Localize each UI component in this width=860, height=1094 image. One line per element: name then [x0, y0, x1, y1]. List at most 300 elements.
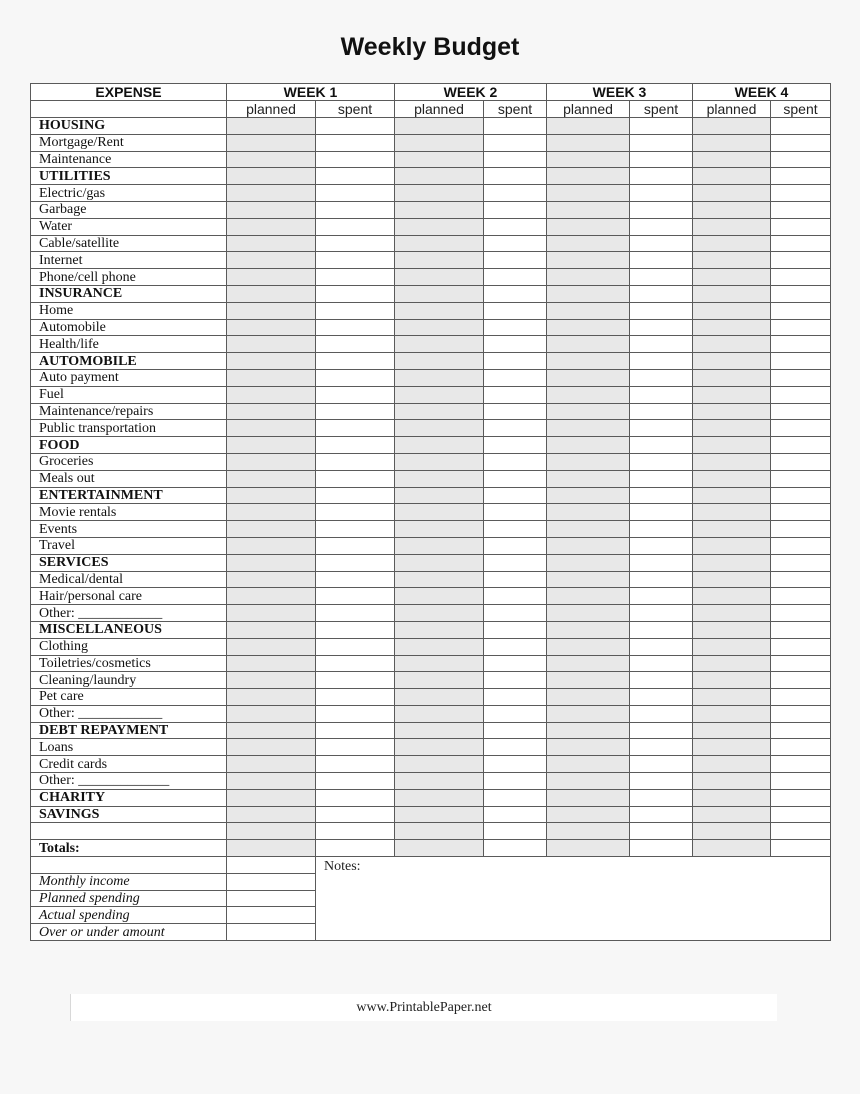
- planned-cell[interactable]: [547, 672, 630, 689]
- spent-cell[interactable]: [630, 319, 693, 336]
- spent-cell[interactable]: [316, 336, 395, 353]
- planned-cell[interactable]: [395, 235, 484, 252]
- planned-cell[interactable]: [227, 134, 316, 151]
- planned-cell[interactable]: [547, 689, 630, 706]
- planned-cell[interactable]: [395, 487, 484, 504]
- planned-cell[interactable]: [395, 655, 484, 672]
- spent-cell[interactable]: [630, 571, 693, 588]
- planned-cell[interactable]: [395, 554, 484, 571]
- planned-cell[interactable]: [693, 218, 771, 235]
- spent-cell[interactable]: [484, 185, 547, 202]
- planned-cell[interactable]: [547, 168, 630, 185]
- summary-value-cell[interactable]: [227, 857, 316, 874]
- planned-cell[interactable]: [395, 739, 484, 756]
- planned-cell[interactable]: [693, 353, 771, 370]
- planned-cell[interactable]: [693, 487, 771, 504]
- spent-cell[interactable]: [484, 840, 547, 857]
- spent-cell[interactable]: [771, 756, 831, 773]
- spent-cell[interactable]: [316, 840, 395, 857]
- spent-cell[interactable]: [484, 705, 547, 722]
- spent-cell[interactable]: [771, 403, 831, 420]
- planned-cell[interactable]: [693, 235, 771, 252]
- spent-cell[interactable]: [316, 773, 395, 790]
- planned-cell[interactable]: [227, 487, 316, 504]
- planned-cell[interactable]: [227, 453, 316, 470]
- spent-cell[interactable]: [484, 369, 547, 386]
- spent-cell[interactable]: [316, 588, 395, 605]
- spent-cell[interactable]: [316, 806, 395, 823]
- spent-cell[interactable]: [316, 185, 395, 202]
- summary-value-cell[interactable]: [227, 907, 316, 924]
- spent-cell[interactable]: [771, 571, 831, 588]
- planned-cell[interactable]: [395, 437, 484, 454]
- planned-cell[interactable]: [227, 470, 316, 487]
- spent-cell[interactable]: [771, 840, 831, 857]
- planned-cell[interactable]: [395, 269, 484, 286]
- planned-cell[interactable]: [693, 638, 771, 655]
- spent-cell[interactable]: [316, 504, 395, 521]
- spent-cell[interactable]: [484, 521, 547, 538]
- planned-cell[interactable]: [547, 336, 630, 353]
- planned-cell[interactable]: [227, 705, 316, 722]
- spent-cell[interactable]: [630, 537, 693, 554]
- spent-cell[interactable]: [771, 605, 831, 622]
- spent-cell[interactable]: [630, 185, 693, 202]
- spent-cell[interactable]: [630, 773, 693, 790]
- spent-cell[interactable]: [771, 319, 831, 336]
- planned-cell[interactable]: [693, 605, 771, 622]
- planned-cell[interactable]: [395, 420, 484, 437]
- planned-cell[interactable]: [547, 134, 630, 151]
- spent-cell[interactable]: [316, 437, 395, 454]
- spent-cell[interactable]: [484, 118, 547, 135]
- spent-cell[interactable]: [316, 537, 395, 554]
- planned-cell[interactable]: [693, 470, 771, 487]
- planned-cell[interactable]: [547, 840, 630, 857]
- planned-cell[interactable]: [227, 437, 316, 454]
- spent-cell[interactable]: [316, 403, 395, 420]
- planned-cell[interactable]: [547, 789, 630, 806]
- spent-cell[interactable]: [484, 806, 547, 823]
- planned-cell[interactable]: [693, 823, 771, 840]
- spent-cell[interactable]: [316, 554, 395, 571]
- spent-cell[interactable]: [484, 201, 547, 218]
- planned-cell[interactable]: [395, 638, 484, 655]
- planned-cell[interactable]: [547, 605, 630, 622]
- planned-cell[interactable]: [395, 201, 484, 218]
- planned-cell[interactable]: [693, 840, 771, 857]
- spent-cell[interactable]: [484, 235, 547, 252]
- spent-cell[interactable]: [630, 689, 693, 706]
- spent-cell[interactable]: [630, 672, 693, 689]
- planned-cell[interactable]: [395, 369, 484, 386]
- planned-cell[interactable]: [693, 537, 771, 554]
- planned-cell[interactable]: [547, 756, 630, 773]
- planned-cell[interactable]: [227, 403, 316, 420]
- spent-cell[interactable]: [771, 353, 831, 370]
- spent-cell[interactable]: [771, 302, 831, 319]
- spent-cell[interactable]: [630, 151, 693, 168]
- spent-cell[interactable]: [630, 386, 693, 403]
- spent-cell[interactable]: [316, 571, 395, 588]
- spent-cell[interactable]: [484, 151, 547, 168]
- planned-cell[interactable]: [693, 773, 771, 790]
- spent-cell[interactable]: [316, 487, 395, 504]
- spent-cell[interactable]: [771, 118, 831, 135]
- planned-cell[interactable]: [547, 823, 630, 840]
- planned-cell[interactable]: [693, 571, 771, 588]
- spent-cell[interactable]: [630, 789, 693, 806]
- planned-cell[interactable]: [693, 201, 771, 218]
- planned-cell[interactable]: [395, 504, 484, 521]
- planned-cell[interactable]: [227, 269, 316, 286]
- spent-cell[interactable]: [484, 487, 547, 504]
- spent-cell[interactable]: [771, 655, 831, 672]
- spent-cell[interactable]: [630, 554, 693, 571]
- spent-cell[interactable]: [630, 285, 693, 302]
- planned-cell[interactable]: [547, 403, 630, 420]
- spent-cell[interactable]: [771, 554, 831, 571]
- planned-cell[interactable]: [547, 302, 630, 319]
- planned-cell[interactable]: [693, 621, 771, 638]
- planned-cell[interactable]: [693, 319, 771, 336]
- spent-cell[interactable]: [316, 672, 395, 689]
- planned-cell[interactable]: [693, 521, 771, 538]
- planned-cell[interactable]: [547, 235, 630, 252]
- planned-cell[interactable]: [693, 118, 771, 135]
- planned-cell[interactable]: [227, 285, 316, 302]
- spent-cell[interactable]: [484, 722, 547, 739]
- planned-cell[interactable]: [547, 487, 630, 504]
- planned-cell[interactable]: [395, 336, 484, 353]
- spent-cell[interactable]: [316, 722, 395, 739]
- planned-cell[interactable]: [547, 537, 630, 554]
- planned-cell[interactable]: [693, 269, 771, 286]
- planned-cell[interactable]: [227, 756, 316, 773]
- spent-cell[interactable]: [630, 655, 693, 672]
- spent-cell[interactable]: [316, 235, 395, 252]
- spent-cell[interactable]: [484, 386, 547, 403]
- planned-cell[interactable]: [395, 705, 484, 722]
- spent-cell[interactable]: [316, 134, 395, 151]
- spent-cell[interactable]: [630, 621, 693, 638]
- spent-cell[interactable]: [316, 823, 395, 840]
- spent-cell[interactable]: [630, 739, 693, 756]
- spent-cell[interactable]: [630, 218, 693, 235]
- spent-cell[interactable]: [771, 252, 831, 269]
- summary-value-cell[interactable]: [227, 890, 316, 907]
- spent-cell[interactable]: [630, 470, 693, 487]
- planned-cell[interactable]: [227, 353, 316, 370]
- planned-cell[interactable]: [547, 588, 630, 605]
- spent-cell[interactable]: [316, 151, 395, 168]
- planned-cell[interactable]: [227, 840, 316, 857]
- spent-cell[interactable]: [316, 689, 395, 706]
- spent-cell[interactable]: [771, 705, 831, 722]
- spent-cell[interactable]: [484, 403, 547, 420]
- planned-cell[interactable]: [693, 705, 771, 722]
- spent-cell[interactable]: [484, 655, 547, 672]
- spent-cell[interactable]: [630, 722, 693, 739]
- planned-cell[interactable]: [547, 353, 630, 370]
- spent-cell[interactable]: [630, 353, 693, 370]
- planned-cell[interactable]: [547, 319, 630, 336]
- spent-cell[interactable]: [484, 504, 547, 521]
- spent-cell[interactable]: [484, 672, 547, 689]
- spent-cell[interactable]: [771, 201, 831, 218]
- planned-cell[interactable]: [547, 554, 630, 571]
- spent-cell[interactable]: [771, 806, 831, 823]
- planned-cell[interactable]: [693, 655, 771, 672]
- spent-cell[interactable]: [316, 420, 395, 437]
- spent-cell[interactable]: [771, 453, 831, 470]
- planned-cell[interactable]: [227, 605, 316, 622]
- spent-cell[interactable]: [484, 319, 547, 336]
- spent-cell[interactable]: [484, 537, 547, 554]
- spent-cell[interactable]: [484, 252, 547, 269]
- spent-cell[interactable]: [484, 739, 547, 756]
- planned-cell[interactable]: [693, 252, 771, 269]
- spent-cell[interactable]: [771, 672, 831, 689]
- planned-cell[interactable]: [227, 420, 316, 437]
- spent-cell[interactable]: [630, 302, 693, 319]
- planned-cell[interactable]: [395, 403, 484, 420]
- spent-cell[interactable]: [484, 453, 547, 470]
- spent-cell[interactable]: [316, 705, 395, 722]
- summary-value-cell[interactable]: [227, 924, 316, 941]
- planned-cell[interactable]: [227, 554, 316, 571]
- spent-cell[interactable]: [771, 134, 831, 151]
- planned-cell[interactable]: [395, 134, 484, 151]
- planned-cell[interactable]: [227, 571, 316, 588]
- planned-cell[interactable]: [693, 806, 771, 823]
- spent-cell[interactable]: [484, 789, 547, 806]
- planned-cell[interactable]: [547, 437, 630, 454]
- spent-cell[interactable]: [630, 605, 693, 622]
- spent-cell[interactable]: [630, 453, 693, 470]
- planned-cell[interactable]: [227, 638, 316, 655]
- spent-cell[interactable]: [630, 521, 693, 538]
- spent-cell[interactable]: [630, 756, 693, 773]
- spent-cell[interactable]: [316, 168, 395, 185]
- planned-cell[interactable]: [227, 118, 316, 135]
- spent-cell[interactable]: [771, 269, 831, 286]
- spent-cell[interactable]: [316, 470, 395, 487]
- planned-cell[interactable]: [547, 151, 630, 168]
- planned-cell[interactable]: [227, 235, 316, 252]
- planned-cell[interactable]: [395, 470, 484, 487]
- planned-cell[interactable]: [227, 185, 316, 202]
- spent-cell[interactable]: [484, 588, 547, 605]
- planned-cell[interactable]: [547, 722, 630, 739]
- planned-cell[interactable]: [547, 420, 630, 437]
- spent-cell[interactable]: [316, 621, 395, 638]
- planned-cell[interactable]: [547, 386, 630, 403]
- spent-cell[interactable]: [771, 235, 831, 252]
- planned-cell[interactable]: [227, 369, 316, 386]
- planned-cell[interactable]: [395, 453, 484, 470]
- planned-cell[interactable]: [227, 655, 316, 672]
- planned-cell[interactable]: [227, 336, 316, 353]
- planned-cell[interactable]: [547, 571, 630, 588]
- spent-cell[interactable]: [771, 537, 831, 554]
- planned-cell[interactable]: [395, 840, 484, 857]
- planned-cell[interactable]: [227, 789, 316, 806]
- spent-cell[interactable]: [630, 437, 693, 454]
- planned-cell[interactable]: [395, 218, 484, 235]
- summary-value-cell[interactable]: [227, 873, 316, 890]
- planned-cell[interactable]: [227, 739, 316, 756]
- planned-cell[interactable]: [693, 672, 771, 689]
- spent-cell[interactable]: [484, 336, 547, 353]
- planned-cell[interactable]: [395, 789, 484, 806]
- planned-cell[interactable]: [227, 201, 316, 218]
- planned-cell[interactable]: [395, 285, 484, 302]
- planned-cell[interactable]: [395, 773, 484, 790]
- planned-cell[interactable]: [395, 252, 484, 269]
- spent-cell[interactable]: [771, 420, 831, 437]
- planned-cell[interactable]: [693, 722, 771, 739]
- planned-cell[interactable]: [693, 789, 771, 806]
- spent-cell[interactable]: [484, 302, 547, 319]
- planned-cell[interactable]: [693, 151, 771, 168]
- planned-cell[interactable]: [693, 689, 771, 706]
- spent-cell[interactable]: [771, 789, 831, 806]
- planned-cell[interactable]: [395, 151, 484, 168]
- spent-cell[interactable]: [484, 638, 547, 655]
- planned-cell[interactable]: [547, 185, 630, 202]
- spent-cell[interactable]: [630, 806, 693, 823]
- spent-cell[interactable]: [771, 151, 831, 168]
- planned-cell[interactable]: [693, 134, 771, 151]
- spent-cell[interactable]: [316, 319, 395, 336]
- planned-cell[interactable]: [693, 453, 771, 470]
- planned-cell[interactable]: [395, 386, 484, 403]
- planned-cell[interactable]: [395, 118, 484, 135]
- planned-cell[interactable]: [395, 756, 484, 773]
- planned-cell[interactable]: [227, 672, 316, 689]
- spent-cell[interactable]: [771, 285, 831, 302]
- planned-cell[interactable]: [547, 705, 630, 722]
- planned-cell[interactable]: [395, 689, 484, 706]
- planned-cell[interactable]: [547, 806, 630, 823]
- planned-cell[interactable]: [547, 218, 630, 235]
- planned-cell[interactable]: [547, 252, 630, 269]
- planned-cell[interactable]: [693, 756, 771, 773]
- spent-cell[interactable]: [316, 353, 395, 370]
- planned-cell[interactable]: [693, 369, 771, 386]
- planned-cell[interactable]: [693, 420, 771, 437]
- planned-cell[interactable]: [547, 285, 630, 302]
- spent-cell[interactable]: [484, 134, 547, 151]
- spent-cell[interactable]: [630, 269, 693, 286]
- planned-cell[interactable]: [547, 470, 630, 487]
- spent-cell[interactable]: [630, 487, 693, 504]
- planned-cell[interactable]: [395, 185, 484, 202]
- planned-cell[interactable]: [547, 739, 630, 756]
- spent-cell[interactable]: [771, 487, 831, 504]
- spent-cell[interactable]: [316, 789, 395, 806]
- planned-cell[interactable]: [395, 353, 484, 370]
- planned-cell[interactable]: [693, 403, 771, 420]
- spent-cell[interactable]: [484, 353, 547, 370]
- spent-cell[interactable]: [316, 201, 395, 218]
- planned-cell[interactable]: [693, 386, 771, 403]
- spent-cell[interactable]: [484, 773, 547, 790]
- spent-cell[interactable]: [771, 386, 831, 403]
- planned-cell[interactable]: [227, 588, 316, 605]
- spent-cell[interactable]: [630, 201, 693, 218]
- spent-cell[interactable]: [771, 218, 831, 235]
- planned-cell[interactable]: [693, 185, 771, 202]
- planned-cell[interactable]: [547, 638, 630, 655]
- planned-cell[interactable]: [227, 151, 316, 168]
- planned-cell[interactable]: [547, 655, 630, 672]
- planned-cell[interactable]: [227, 386, 316, 403]
- planned-cell[interactable]: [693, 285, 771, 302]
- spent-cell[interactable]: [771, 185, 831, 202]
- spent-cell[interactable]: [771, 621, 831, 638]
- planned-cell[interactable]: [227, 537, 316, 554]
- spent-cell[interactable]: [630, 403, 693, 420]
- spent-cell[interactable]: [484, 554, 547, 571]
- spent-cell[interactable]: [630, 369, 693, 386]
- spent-cell[interactable]: [316, 386, 395, 403]
- spent-cell[interactable]: [484, 285, 547, 302]
- planned-cell[interactable]: [693, 302, 771, 319]
- planned-cell[interactable]: [395, 168, 484, 185]
- spent-cell[interactable]: [630, 588, 693, 605]
- planned-cell[interactable]: [227, 302, 316, 319]
- spent-cell[interactable]: [316, 285, 395, 302]
- planned-cell[interactable]: [547, 453, 630, 470]
- spent-cell[interactable]: [316, 638, 395, 655]
- spent-cell[interactable]: [771, 689, 831, 706]
- spent-cell[interactable]: [316, 453, 395, 470]
- planned-cell[interactable]: [227, 319, 316, 336]
- spent-cell[interactable]: [771, 437, 831, 454]
- spent-cell[interactable]: [484, 420, 547, 437]
- spent-cell[interactable]: [316, 369, 395, 386]
- spent-cell[interactable]: [771, 823, 831, 840]
- spent-cell[interactable]: [484, 621, 547, 638]
- spent-cell[interactable]: [316, 521, 395, 538]
- planned-cell[interactable]: [547, 773, 630, 790]
- spent-cell[interactable]: [630, 168, 693, 185]
- planned-cell[interactable]: [227, 806, 316, 823]
- planned-cell[interactable]: [395, 571, 484, 588]
- planned-cell[interactable]: [395, 605, 484, 622]
- planned-cell[interactable]: [693, 168, 771, 185]
- spent-cell[interactable]: [630, 336, 693, 353]
- spent-cell[interactable]: [771, 168, 831, 185]
- planned-cell[interactable]: [547, 201, 630, 218]
- planned-cell[interactable]: [395, 621, 484, 638]
- spent-cell[interactable]: [484, 470, 547, 487]
- planned-cell[interactable]: [395, 537, 484, 554]
- planned-cell[interactable]: [547, 369, 630, 386]
- spent-cell[interactable]: [484, 756, 547, 773]
- spent-cell[interactable]: [771, 638, 831, 655]
- spent-cell[interactable]: [484, 571, 547, 588]
- planned-cell[interactable]: [227, 722, 316, 739]
- planned-cell[interactable]: [547, 118, 630, 135]
- planned-cell[interactable]: [227, 521, 316, 538]
- spent-cell[interactable]: [316, 302, 395, 319]
- planned-cell[interactable]: [693, 336, 771, 353]
- spent-cell[interactable]: [316, 118, 395, 135]
- spent-cell[interactable]: [316, 269, 395, 286]
